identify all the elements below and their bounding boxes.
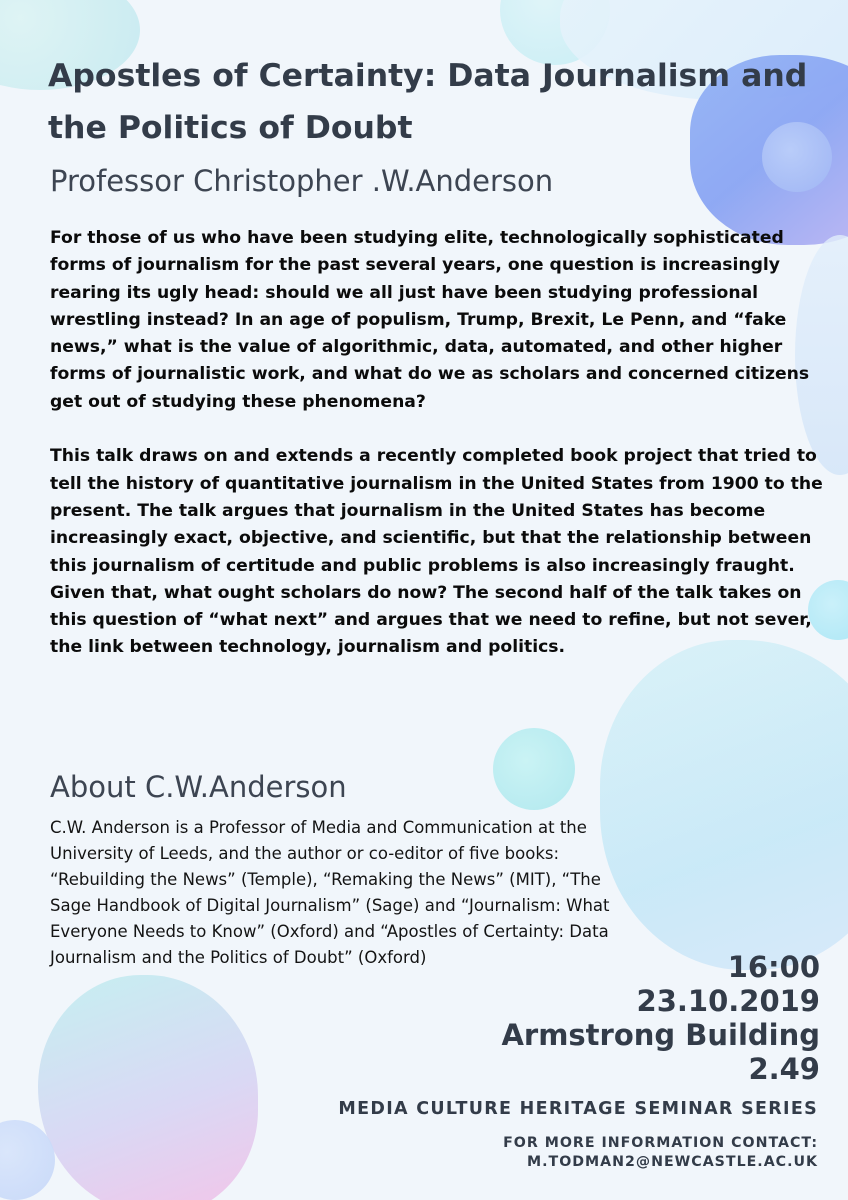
blob-mid-right-decoration bbox=[600, 640, 848, 970]
speaker-name: Professor Christopher .W.Anderson bbox=[50, 164, 554, 198]
contact-label: FOR MORE INFORMATION CONTACT: bbox=[503, 1135, 818, 1151]
event-room: 2.49 bbox=[748, 1052, 820, 1086]
abstract bbox=[50, 225, 826, 662]
poster-title: Apostles of Certainty: Data Journalism and the Politics of Doubt bbox=[48, 58, 808, 146]
about-heading: About C.W.Anderson bbox=[50, 770, 347, 804]
event-venue: Armstrong Building bbox=[501, 1018, 820, 1052]
abstract-paragraph: This talk draws on and extends a recently completed book project that tried to tell the history of quantitative journalism in the United States from 1900 to the present. The talk argues that journalism in the United States has become increasingly exact, objective, and scientific, but that the relationship between this journalism of certitude and public problems is also increasingly fraught. Given that, what ought scholars do now? The second half of the talk takes on this question of “what next” and argues that we need to refine, but not sever, the link between technology, journalism and politics. bbox=[50, 446, 823, 658]
blob-mid-circle-decoration bbox=[493, 728, 575, 810]
event-date: 23.10.2019 bbox=[636, 984, 820, 1018]
contact-email[interactable]: M.TODMAN2@NEWCASTLE.AC.UK bbox=[527, 1154, 818, 1170]
abstract-paragraph: For those of us who have been studying elite, technologically sophisticated forms of journalism for the past several years, one question is increasingly rearing its ugly head: should we all just have been studying professional wrestling instead? In an age of populism, Trump, Brexit, Le Penn, and “fake news,” what is the value of algorithmic, data, automated, and other higher forms of journalistic work, and what do we as scholars and concerned citizens get out of studying these phenomena? bbox=[50, 228, 810, 412]
blob-bottom-left-decoration bbox=[38, 975, 258, 1200]
event-details bbox=[501, 950, 820, 1086]
event-time: 16:00 bbox=[727, 950, 820, 984]
contact-info bbox=[503, 1134, 818, 1172]
about-bio: C.W. Anderson is a Professor of Media and Communication at the University of Leeds, and the author or co-editor of five books: “Rebuilding the News” (Temple), “Remaking the News” (MIT), “The Sage Handbook of Digital Journalism” (Sage) and “Journalism: What Everyone Needs to Know” (Oxford) and “Apostles of Certainty: Data Journalism and the Politics of Doubt” (Oxford) bbox=[50, 818, 610, 967]
seminar-series: MEDIA CULTURE HERITAGE SEMINAR SERIES bbox=[338, 1099, 818, 1119]
